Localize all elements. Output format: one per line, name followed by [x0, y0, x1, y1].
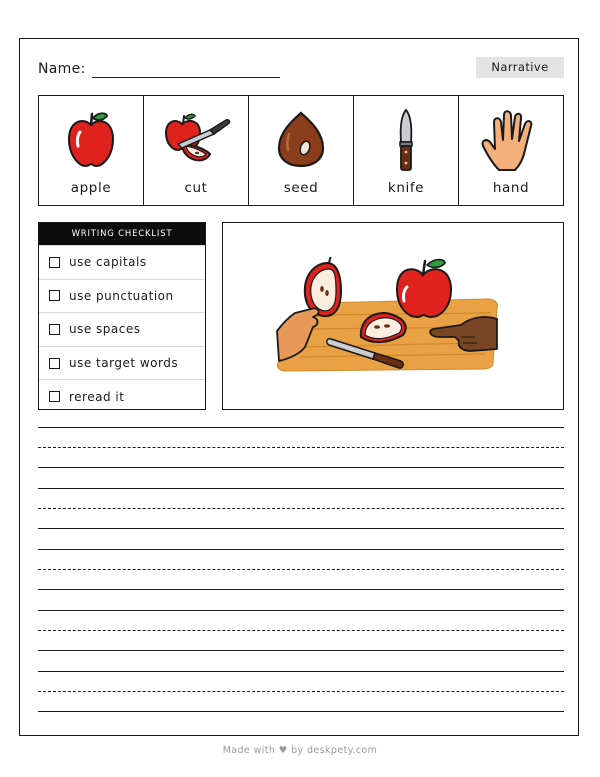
- checklist-item-label: reread it: [69, 389, 125, 404]
- heart-icon: ♥: [278, 745, 288, 756]
- writing-line-solid: [38, 488, 564, 489]
- writing-line-dashed: [38, 447, 564, 448]
- writing-line-solid: [38, 650, 564, 651]
- writing-line-solid: [38, 427, 564, 428]
- hand-icon: [479, 108, 543, 174]
- vocab-word: cut: [184, 180, 208, 196]
- checkbox[interactable]: [49, 257, 60, 268]
- checkbox[interactable]: [49, 391, 60, 402]
- apple-cutting-scene-illustration: [275, 257, 501, 379]
- cut-apple-icon: [160, 108, 232, 172]
- vocab-word: hand: [492, 180, 530, 196]
- vocab-card-cut: [144, 96, 249, 205]
- checkbox[interactable]: [49, 358, 60, 369]
- picture-prompt: [222, 222, 564, 410]
- vocab-card-seed: [249, 96, 354, 205]
- writing-line-solid: [38, 711, 564, 712]
- writing-line-solid: [38, 549, 564, 550]
- checklist-item-label: use target words: [69, 356, 179, 371]
- vocab-card-knife: [354, 96, 459, 205]
- footer-by: by deskpety.com: [291, 745, 378, 756]
- vocabulary-strip: [38, 95, 564, 206]
- seed-icon: [273, 108, 329, 172]
- checklist-item[interactable]: [39, 379, 205, 413]
- writing-line-solid: [38, 610, 564, 611]
- writing-line-dashed: [38, 569, 564, 570]
- knife-icon: [391, 108, 421, 174]
- checklist-item[interactable]: [39, 245, 205, 279]
- writing-line-solid: [38, 589, 564, 590]
- writing-line-dashed: [38, 630, 564, 631]
- checklist-item[interactable]: [39, 279, 205, 313]
- writing-line-solid: [38, 671, 564, 672]
- checklist-item-label: use capitals: [69, 255, 147, 270]
- worksheet: [19, 38, 579, 736]
- checklist-item-label: use spaces: [69, 322, 141, 337]
- writing-checklist: [38, 222, 206, 410]
- apple-icon: [61, 108, 121, 172]
- vocab-word: apple: [70, 180, 112, 196]
- writing-line-dashed: [38, 691, 564, 692]
- writing-line-dashed: [38, 508, 564, 509]
- writing-line-solid: [38, 528, 564, 529]
- footer: [0, 745, 600, 756]
- checkbox[interactable]: [49, 324, 60, 335]
- checkbox[interactable]: [49, 290, 60, 301]
- checklist-item-label: use punctuation: [69, 288, 174, 303]
- vocab-word: knife: [387, 180, 425, 196]
- footer-made-with: Made with: [222, 745, 276, 756]
- writing-line-solid: [38, 467, 564, 468]
- vocab-card-apple: [39, 96, 144, 205]
- name-input-line[interactable]: [92, 77, 280, 78]
- genre-badge: Narrative: [476, 57, 564, 78]
- checklist-item[interactable]: [39, 312, 205, 346]
- vocab-word: seed: [283, 180, 319, 196]
- checklist-title: WRITING CHECKLIST: [39, 223, 205, 245]
- checklist-item[interactable]: [39, 346, 205, 380]
- vocab-card-hand: [459, 96, 563, 205]
- name-label: Name:: [38, 61, 86, 77]
